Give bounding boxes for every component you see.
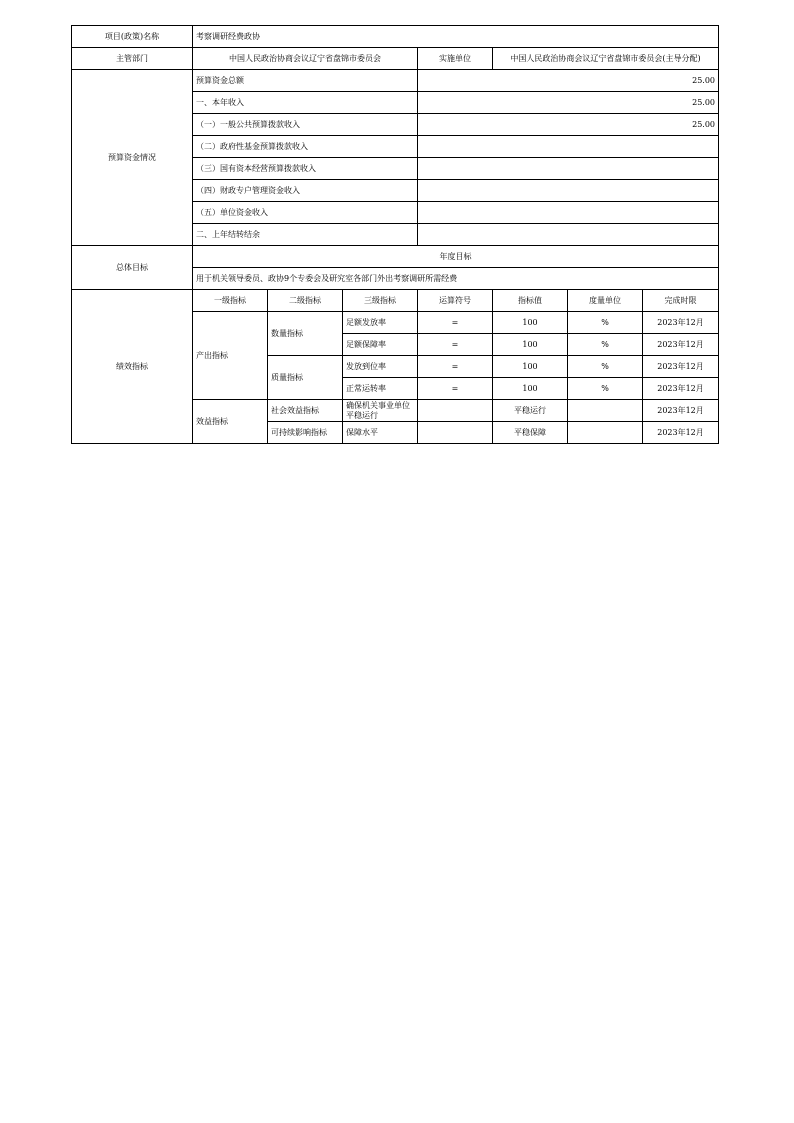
budget-item-label: （四）财政专户管理资金收入: [193, 180, 418, 202]
budget-item-label: 预算资金总额: [193, 70, 418, 92]
budget-item-label: 二、上年结转结余: [193, 224, 418, 246]
impl-unit-value: 中国人民政治协商会议辽宁省盘锦市委员会(主导分配): [493, 48, 719, 70]
budget-row: [72, 70, 719, 92]
unit: %: [568, 312, 643, 334]
operator: =: [418, 312, 493, 334]
target-value: 平稳保障: [493, 422, 568, 444]
column-header: 二级指标: [268, 290, 343, 312]
column-header: 一级指标: [193, 290, 268, 312]
level2-indicator: 可持续影响指标: [268, 422, 343, 444]
operator: [418, 400, 493, 422]
performance-target-table: [71, 25, 719, 444]
column-header: 三级指标: [343, 290, 418, 312]
level3-indicator: 保障水平: [343, 422, 418, 444]
operator: =: [418, 378, 493, 400]
annual-goal-header: 年度目标: [193, 246, 719, 268]
target-value: 平稳运行: [493, 400, 568, 422]
goal-header-row: [72, 246, 719, 268]
dept-value: 中国人民政治协商会议辽宁省盘锦市委员会: [193, 48, 418, 70]
deadline: 2023年12月: [643, 334, 719, 356]
dept-row: [72, 48, 719, 70]
unit: %: [568, 334, 643, 356]
budget-item-label: （二）政府性基金预算拨款收入: [193, 136, 418, 158]
impl-unit-label: 实施单位: [418, 48, 493, 70]
budget-item-label: （三）国有资本经营预算拨款收入: [193, 158, 418, 180]
perf-header-row: [72, 290, 719, 312]
budget-item-value: 25.00: [418, 70, 719, 92]
deadline: 2023年12月: [643, 400, 719, 422]
level3-indicator: 正常运转率: [343, 378, 418, 400]
level3-indicator: 足额保障率: [343, 334, 418, 356]
deadline: 2023年12月: [643, 312, 719, 334]
budget-item-value: [418, 180, 719, 202]
dept-label: 主管部门: [72, 48, 193, 70]
unit: [568, 422, 643, 444]
level3-indicator: 发放到位率: [343, 356, 418, 378]
column-header: 运算符号: [418, 290, 493, 312]
budget-item-label: （一）一般公共预算拨款收入: [193, 114, 418, 136]
unit: %: [568, 378, 643, 400]
budget-item-value: [418, 224, 719, 246]
column-header: 指标值: [493, 290, 568, 312]
budget-item-label: 一、本年收入: [193, 92, 418, 114]
level3-indicator: 确保机关事业单位平稳运行: [343, 400, 418, 422]
unit: %: [568, 356, 643, 378]
budget-item-value: [418, 136, 719, 158]
annual-goal-text: 用于机关领导委员、政协9个专委会及研究室各部门外出考察调研所需经费: [193, 268, 719, 290]
unit: [568, 400, 643, 422]
operator: =: [418, 356, 493, 378]
level1-indicator: 产出指标: [193, 312, 268, 400]
budget-item-value: 25.00: [418, 92, 719, 114]
budget-item-value: [418, 158, 719, 180]
level2-indicator: 数量指标: [268, 312, 343, 356]
budget-section-label: 预算资金情况: [72, 70, 193, 246]
project-label: 项目(政策)名称: [72, 26, 193, 48]
target-value: 100: [493, 378, 568, 400]
target-value: 100: [493, 334, 568, 356]
project-row: [72, 26, 719, 48]
target-value: 100: [493, 312, 568, 334]
budget-item-label: （五）单位资金收入: [193, 202, 418, 224]
operator: =: [418, 334, 493, 356]
deadline: 2023年12月: [643, 422, 719, 444]
level2-indicator: 社会效益指标: [268, 400, 343, 422]
operator: [418, 422, 493, 444]
level1-indicator: 效益指标: [193, 400, 268, 444]
target-value: 100: [493, 356, 568, 378]
level2-indicator: 质量指标: [268, 356, 343, 400]
column-header: 完成时限: [643, 290, 719, 312]
goal-section-label: 总体目标: [72, 246, 193, 290]
deadline: 2023年12月: [643, 378, 719, 400]
project-value: 考察调研经费政协: [193, 26, 719, 48]
budget-item-value: 25.00: [418, 114, 719, 136]
level3-indicator: 足额发放率: [343, 312, 418, 334]
budget-item-value: [418, 202, 719, 224]
perf-section-label: 绩效指标: [72, 290, 193, 444]
column-header: 度量单位: [568, 290, 643, 312]
deadline: 2023年12月: [643, 356, 719, 378]
